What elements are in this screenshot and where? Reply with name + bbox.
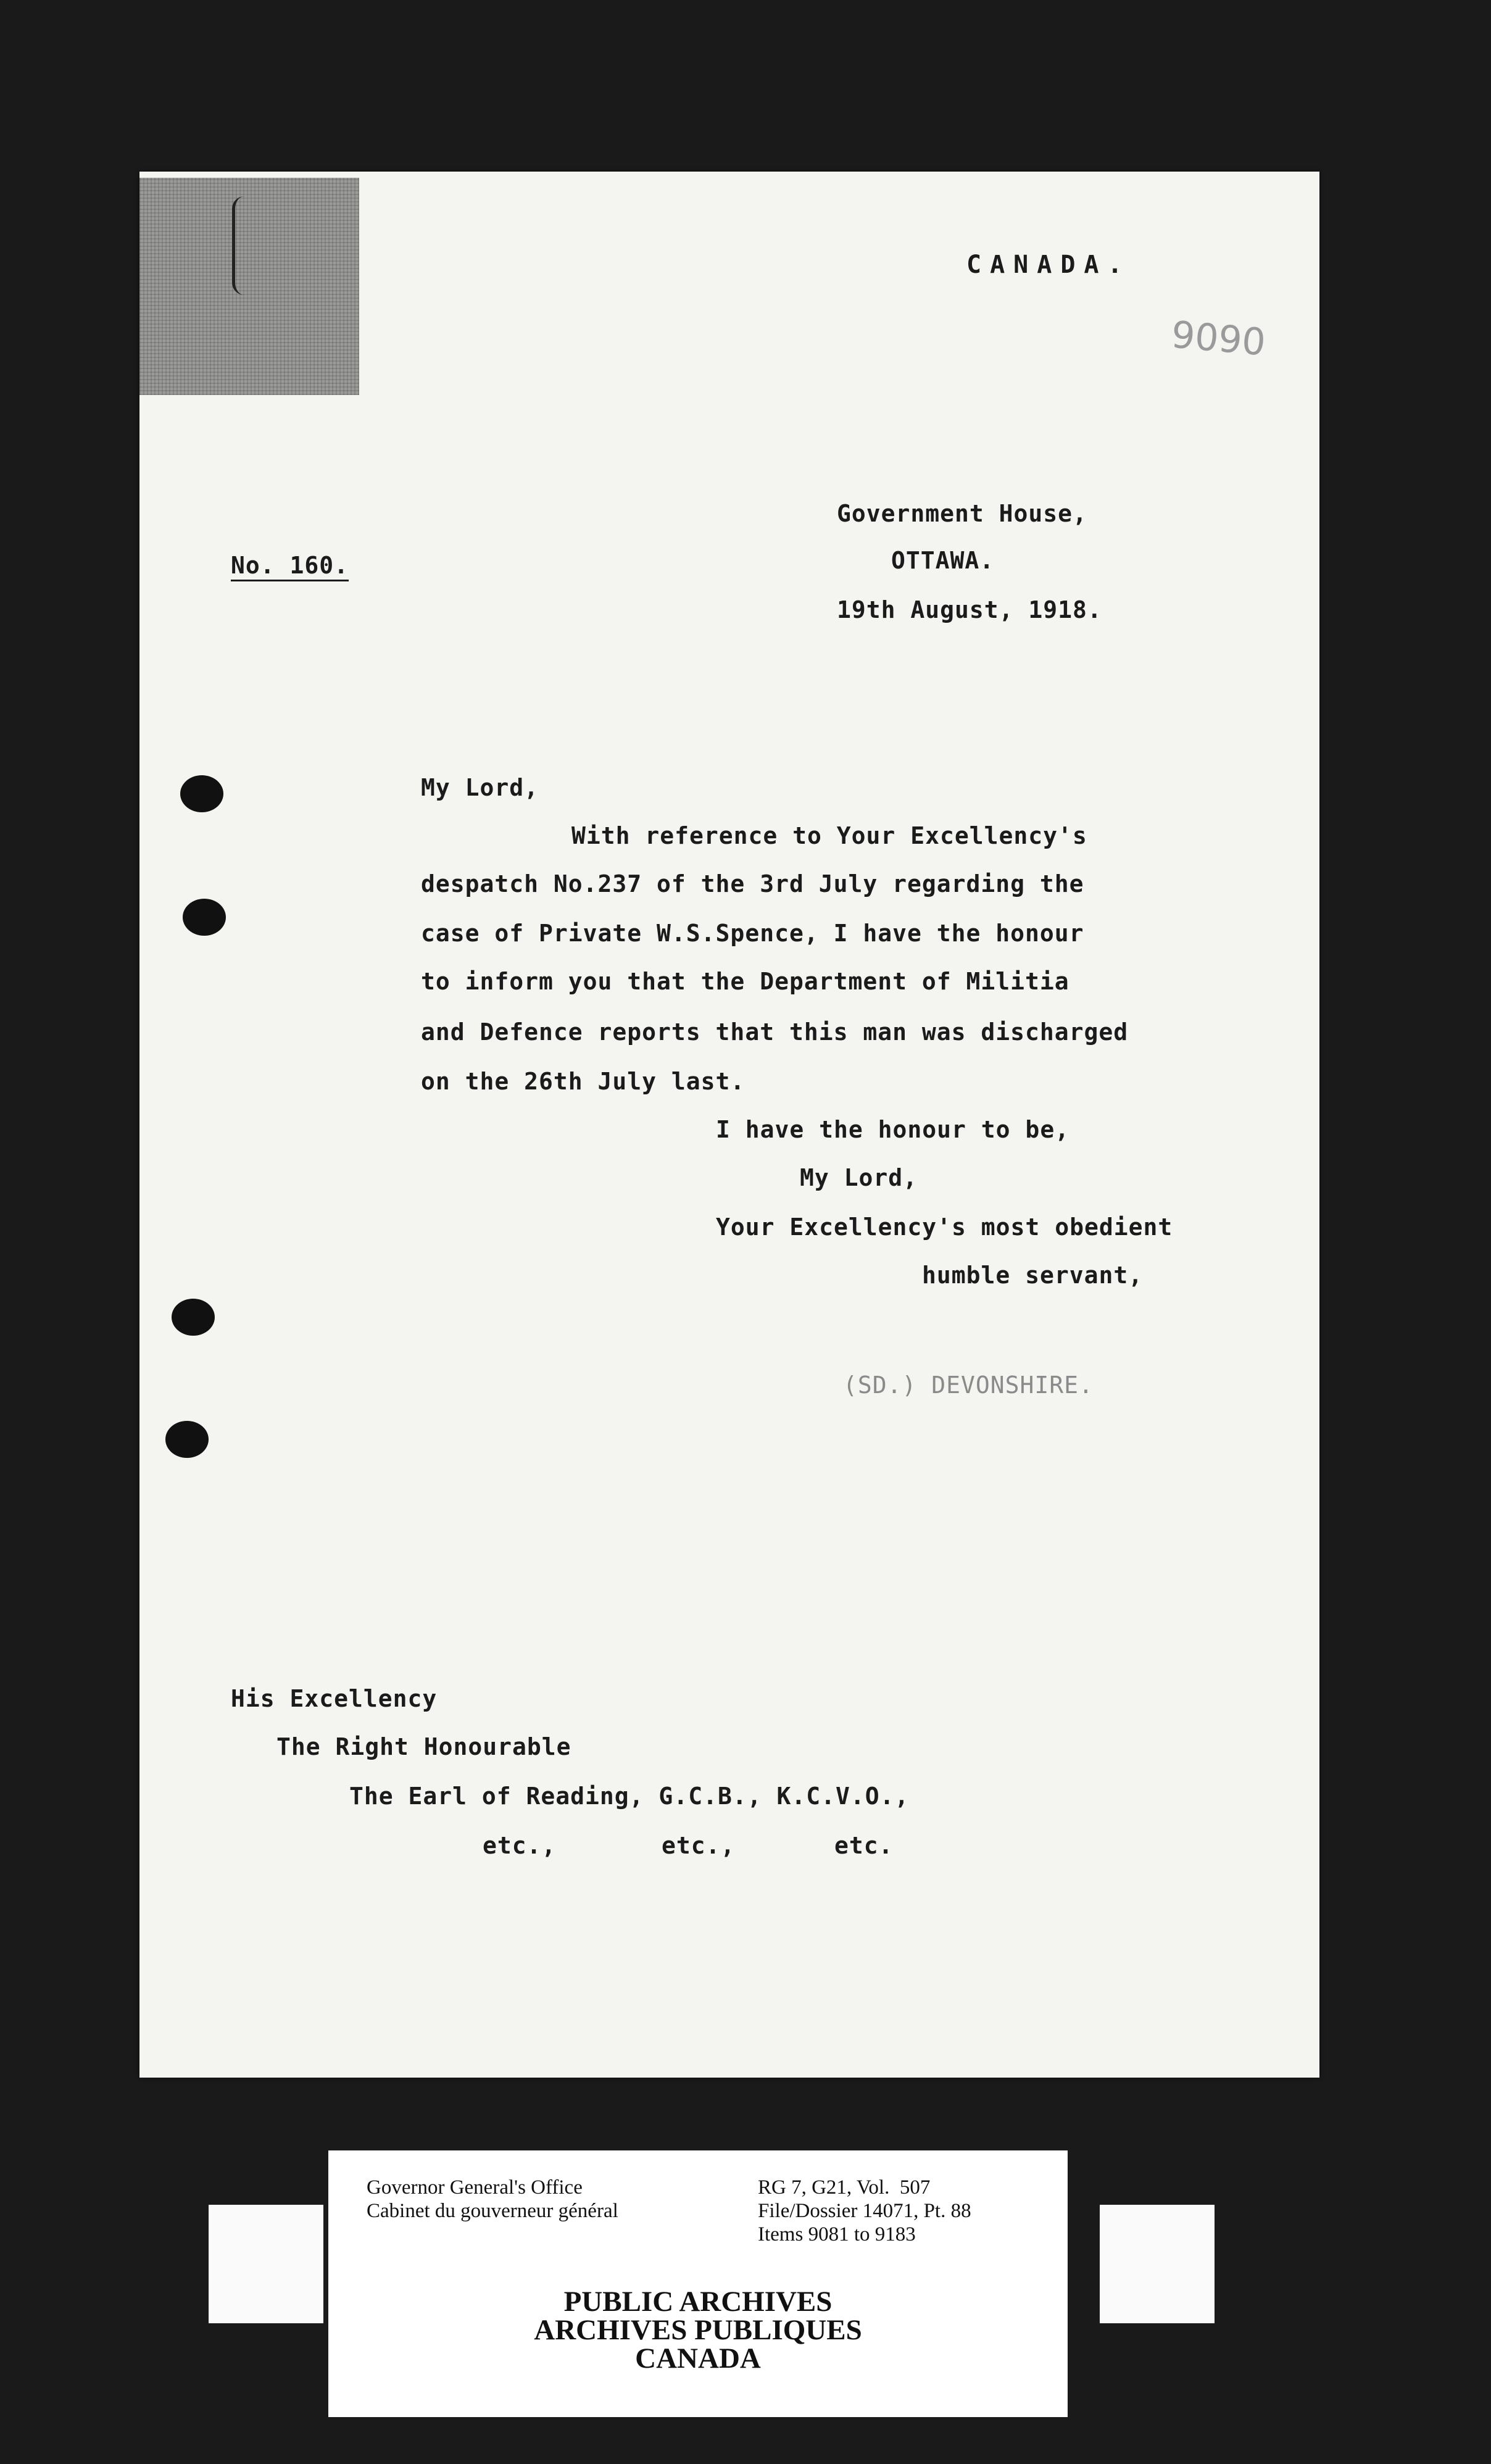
item-range: Items 9081 to 9183 bbox=[758, 2223, 916, 2245]
recipient-etc-2: etc., bbox=[662, 1832, 736, 1859]
recipient-etc-1: etc., bbox=[483, 1832, 557, 1859]
archives-title-english: PUBLIC ARCHIVES bbox=[563, 2286, 833, 2318]
archives-title-country: CANADA bbox=[635, 2342, 761, 2375]
salutation: My Lord, bbox=[421, 774, 539, 801]
signature: (SD.) DEVONSHIRE. bbox=[843, 1371, 1094, 1399]
address-line-1: Government House, bbox=[837, 500, 1087, 527]
punch-hole bbox=[165, 1421, 209, 1458]
paper-tab bbox=[139, 178, 359, 395]
address-line-2: OTTAWA. bbox=[891, 547, 995, 574]
punch-hole bbox=[180, 775, 223, 812]
recipient-line-1: His Excellency bbox=[231, 1685, 438, 1712]
recipient-line-2: The Right Honourable bbox=[276, 1733, 571, 1760]
letter-date: 19th August, 1918. bbox=[837, 596, 1102, 623]
despatch-number: No. 160. bbox=[231, 552, 349, 579]
country-heading: CANADA. bbox=[966, 251, 1131, 279]
office-french: Cabinet du gouverneur général bbox=[367, 2200, 618, 2222]
pencil-mark bbox=[232, 196, 260, 295]
record-group: RG 7, G21, Vol. 507 bbox=[758, 2176, 931, 2199]
body-line-1: With reference to Your Excellency's bbox=[571, 822, 1087, 849]
label-ear-left bbox=[209, 2205, 323, 2323]
closing-line-3: Your Excellency's most obedient bbox=[716, 1213, 1173, 1241]
body-line-2: despatch No.237 of the 3rd July regarding the bbox=[421, 870, 1084, 897]
closing-line-2: My Lord, bbox=[800, 1164, 918, 1191]
recipient-line-3: The Earl of Reading, G.C.B., K.C.V.O., bbox=[349, 1783, 910, 1810]
folio-number: 9090 bbox=[1169, 313, 1268, 365]
punch-hole bbox=[183, 899, 226, 936]
office-english: Governor General's Office bbox=[367, 2176, 583, 2199]
archive-label bbox=[328, 2150, 1068, 2417]
body-line-6: on the 26th July last. bbox=[421, 1068, 746, 1095]
body-line-3: case of Private W.S.Spence, I have the honour bbox=[421, 920, 1084, 947]
archives-title-french: ARCHIVES PUBLIQUES bbox=[534, 2314, 862, 2346]
letter-page bbox=[139, 172, 1319, 2078]
body-line-5: and Defence reports that this man was discharged bbox=[421, 1018, 1129, 1046]
recipient-etc-3: etc. bbox=[834, 1832, 894, 1859]
label-ear-right bbox=[1100, 2205, 1215, 2323]
body-line-4: to inform you that the Department of Militia bbox=[421, 968, 1069, 995]
closing-line-4: humble servant, bbox=[922, 1262, 1144, 1289]
punch-hole bbox=[172, 1299, 215, 1336]
closing-line-1: I have the honour to be, bbox=[716, 1116, 1070, 1143]
file-reference: File/Dossier 14071, Pt. 88 bbox=[758, 2200, 971, 2222]
